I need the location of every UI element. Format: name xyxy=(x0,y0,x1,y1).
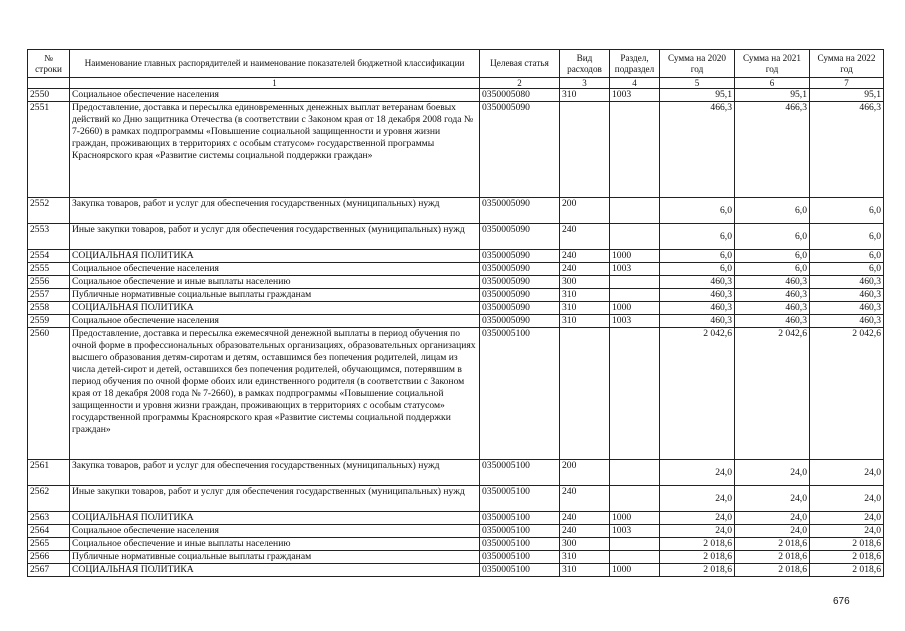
column-index-row xyxy=(28,78,884,89)
row-name: Социальное обеспечение населения xyxy=(70,89,480,102)
row-section xyxy=(610,460,660,486)
row-target-code: 0350005100 xyxy=(480,525,560,538)
row-number: 2564 xyxy=(28,525,70,538)
row-name: Закупка товаров, работ и услуг для обеспечения государственных (муниципальных) нужд xyxy=(70,460,480,486)
row-target-code: 0350005090 xyxy=(480,276,560,289)
row-sum-2022: 6,0 xyxy=(810,250,884,263)
table-row xyxy=(28,315,884,328)
row-target-code: 0350005100 xyxy=(480,328,560,460)
row-number: 2553 xyxy=(28,224,70,250)
table-row xyxy=(28,328,884,460)
row-name: СОЦИАЛЬНАЯ ПОЛИТИКА xyxy=(70,512,480,525)
table-row xyxy=(28,263,884,276)
row-sum-2020: 2 018,6 xyxy=(660,538,735,551)
row-sum-2022: 24,0 xyxy=(810,525,884,538)
row-sum-2021: 466,3 xyxy=(735,102,810,198)
row-target-code: 0350005080 xyxy=(480,89,560,102)
row-kind: 240 xyxy=(560,224,610,250)
row-sum-2021: 24,0 xyxy=(735,460,810,486)
row-sum-2020: 6,0 xyxy=(660,250,735,263)
table-row xyxy=(28,302,884,315)
row-kind: 200 xyxy=(560,460,610,486)
row-kind: 240 xyxy=(560,525,610,538)
index-cell: 4 xyxy=(610,78,660,89)
row-section: 1000 xyxy=(610,250,660,263)
table-row xyxy=(28,564,884,577)
row-sum-2021: 6,0 xyxy=(735,250,810,263)
row-target-code: 0350005100 xyxy=(480,538,560,551)
row-target-code: 0350005090 xyxy=(480,315,560,328)
row-section xyxy=(610,486,660,512)
row-sum-2021: 95,1 xyxy=(735,89,810,102)
row-sum-2021: 6,0 xyxy=(735,198,810,224)
header-row-no: № строки xyxy=(28,50,70,78)
row-sum-2020: 460,3 xyxy=(660,289,735,302)
header-section: Раздел, подраздел xyxy=(610,50,660,78)
row-sum-2022: 2 018,6 xyxy=(810,564,884,577)
row-sum-2022: 6,0 xyxy=(810,198,884,224)
row-target-code: 0350005100 xyxy=(480,512,560,525)
row-target-code: 0350005090 xyxy=(480,102,560,198)
row-name: Социальное обеспечение и иные выплаты населению xyxy=(70,276,480,289)
row-target-code: 0350005090 xyxy=(480,302,560,315)
row-section: 1003 xyxy=(610,525,660,538)
row-section: 1003 xyxy=(610,263,660,276)
row-target-code: 0350005090 xyxy=(480,250,560,263)
row-kind: 240 xyxy=(560,263,610,276)
row-number: 2565 xyxy=(28,538,70,551)
page-number: 676 xyxy=(833,596,850,607)
row-target-code: 0350005090 xyxy=(480,263,560,276)
row-sum-2022: 460,3 xyxy=(810,289,884,302)
row-sum-2022: 24,0 xyxy=(810,486,884,512)
row-sum-2020: 6,0 xyxy=(660,224,735,250)
row-section xyxy=(610,198,660,224)
row-name: СОЦИАЛЬНАЯ ПОЛИТИКА xyxy=(70,564,480,577)
row-name: Социальное обеспечение населения xyxy=(70,525,480,538)
row-target-code: 0350005100 xyxy=(480,460,560,486)
row-kind: 310 xyxy=(560,551,610,564)
row-sum-2021: 2 042,6 xyxy=(735,328,810,460)
row-sum-2021: 24,0 xyxy=(735,525,810,538)
row-sum-2022: 460,3 xyxy=(810,302,884,315)
table-row xyxy=(28,250,884,263)
row-kind: 300 xyxy=(560,538,610,551)
table-row xyxy=(28,102,884,198)
row-target-code: 0350005090 xyxy=(480,289,560,302)
table-row xyxy=(28,486,884,512)
row-sum-2020: 24,0 xyxy=(660,486,735,512)
table-row xyxy=(28,551,884,564)
header-name: Наименование главных распорядителей и наименование показателей бюджетной классификации xyxy=(70,50,480,78)
row-target-code: 0350005090 xyxy=(480,198,560,224)
row-kind: 240 xyxy=(560,250,610,263)
row-sum-2022: 460,3 xyxy=(810,276,884,289)
row-kind: 240 xyxy=(560,512,610,525)
row-section: 1000 xyxy=(610,564,660,577)
row-number: 2551 xyxy=(28,102,70,198)
row-number: 2561 xyxy=(28,460,70,486)
row-sum-2020: 460,3 xyxy=(660,276,735,289)
row-section xyxy=(610,289,660,302)
row-sum-2022: 24,0 xyxy=(810,512,884,525)
row-sum-2020: 6,0 xyxy=(660,263,735,276)
row-section: 1000 xyxy=(610,512,660,525)
row-section: 1003 xyxy=(610,315,660,328)
row-section xyxy=(610,551,660,564)
row-sum-2020: 6,0 xyxy=(660,198,735,224)
budget-table xyxy=(27,49,884,577)
row-sum-2020: 460,3 xyxy=(660,302,735,315)
index-cell: 6 xyxy=(735,78,810,89)
header-sum-2020: Сумма на 2020 год xyxy=(660,50,735,78)
row-kind xyxy=(560,328,610,460)
row-section xyxy=(610,328,660,460)
row-sum-2020: 460,3 xyxy=(660,315,735,328)
table-header-row xyxy=(28,50,884,78)
row-name: Социальное обеспечение населения xyxy=(70,263,480,276)
row-number: 2563 xyxy=(28,512,70,525)
row-number: 2566 xyxy=(28,551,70,564)
index-cell: 1 xyxy=(70,78,480,89)
header-sum-2021: Сумма на 2021 год xyxy=(735,50,810,78)
row-target-code: 0350005100 xyxy=(480,564,560,577)
row-section: 1003 xyxy=(610,89,660,102)
row-sum-2022: 95,1 xyxy=(810,89,884,102)
row-number: 2557 xyxy=(28,289,70,302)
row-sum-2020: 24,0 xyxy=(660,460,735,486)
row-sum-2020: 24,0 xyxy=(660,512,735,525)
row-sum-2021: 24,0 xyxy=(735,512,810,525)
row-sum-2021: 460,3 xyxy=(735,276,810,289)
row-sum-2021: 2 018,6 xyxy=(735,538,810,551)
row-sum-2022: 6,0 xyxy=(810,224,884,250)
row-sum-2021: 460,3 xyxy=(735,302,810,315)
index-cell: 3 xyxy=(560,78,610,89)
row-sum-2021: 24,0 xyxy=(735,486,810,512)
table-row xyxy=(28,538,884,551)
row-sum-2022: 466,3 xyxy=(810,102,884,198)
index-cell: 7 xyxy=(810,78,884,89)
row-kind xyxy=(560,102,610,198)
row-sum-2021: 2 018,6 xyxy=(735,564,810,577)
index-cell: 2 xyxy=(480,78,560,89)
row-sum-2020: 466,3 xyxy=(660,102,735,198)
row-name: СОЦИАЛЬНАЯ ПОЛИТИКА xyxy=(70,250,480,263)
row-section xyxy=(610,224,660,250)
index-cell: 5 xyxy=(660,78,735,89)
row-kind: 310 xyxy=(560,89,610,102)
row-sum-2020: 2 042,6 xyxy=(660,328,735,460)
row-sum-2022: 460,3 xyxy=(810,315,884,328)
row-name: Закупка товаров, работ и услуг для обеспечения государственных (муниципальных) нужд xyxy=(70,198,480,224)
row-sum-2021: 460,3 xyxy=(735,315,810,328)
header-sum-2022: Сумма на 2022 год xyxy=(810,50,884,78)
row-name: Публичные нормативные социальные выплаты гражданам xyxy=(70,289,480,302)
table-row xyxy=(28,224,884,250)
row-sum-2021: 2 018,6 xyxy=(735,551,810,564)
row-number: 2554 xyxy=(28,250,70,263)
table-row xyxy=(28,276,884,289)
row-sum-2022: 6,0 xyxy=(810,263,884,276)
index-cell xyxy=(28,78,70,89)
row-name: Публичные нормативные социальные выплаты гражданам xyxy=(70,551,480,564)
table-row xyxy=(28,525,884,538)
row-kind: 310 xyxy=(560,302,610,315)
row-target-code: 0350005090 xyxy=(480,224,560,250)
row-section: 1000 xyxy=(610,302,660,315)
row-number: 2556 xyxy=(28,276,70,289)
row-sum-2021: 6,0 xyxy=(735,224,810,250)
row-number: 2550 xyxy=(28,89,70,102)
row-section xyxy=(610,102,660,198)
row-section xyxy=(610,538,660,551)
row-sum-2020: 95,1 xyxy=(660,89,735,102)
row-target-code: 0350005100 xyxy=(480,486,560,512)
header-target: Целевая статья xyxy=(480,50,560,78)
table-row xyxy=(28,460,884,486)
row-sum-2021: 6,0 xyxy=(735,263,810,276)
row-number: 2552 xyxy=(28,198,70,224)
row-name: Иные закупки товаров, работ и услуг для обеспечения государственных (муниципальных) нужд xyxy=(70,224,480,250)
row-name: Социальное обеспечение населения xyxy=(70,315,480,328)
row-number: 2558 xyxy=(28,302,70,315)
row-number: 2567 xyxy=(28,564,70,577)
row-kind: 240 xyxy=(560,486,610,512)
table-row xyxy=(28,512,884,525)
table-row xyxy=(28,198,884,224)
row-name: Иные закупки товаров, работ и услуг для обеспечения государственных (муниципальных) нужд xyxy=(70,486,480,512)
row-number: 2562 xyxy=(28,486,70,512)
row-number: 2560 xyxy=(28,328,70,460)
row-kind: 310 xyxy=(560,564,610,577)
row-kind: 200 xyxy=(560,198,610,224)
row-number: 2555 xyxy=(28,263,70,276)
row-kind: 310 xyxy=(560,289,610,302)
row-sum-2022: 2 018,6 xyxy=(810,538,884,551)
row-sum-2022: 24,0 xyxy=(810,460,884,486)
table-row xyxy=(28,89,884,102)
row-number: 2559 xyxy=(28,315,70,328)
row-name: Предоставление, доставка и пересылка единовременных денежных выплат ветеранам боевых действий ко Дню защитника Отечества (в соответствии с Законом края от 18 декабря 2008 года № 7-2660) в рамках подпрограммы «Повышение социальной защищенности и уровня жизни граждан, проживающих в территориях с особым статусом» государственной программы Красноярского края «Развитие системы социальной поддержки граждан» xyxy=(70,102,480,198)
table-row xyxy=(28,289,884,302)
row-name: СОЦИАЛЬНАЯ ПОЛИТИКА xyxy=(70,302,480,315)
header-kind: Вид расходов xyxy=(560,50,610,78)
row-kind: 300 xyxy=(560,276,610,289)
row-kind: 310 xyxy=(560,315,610,328)
row-name: Предоставление, доставка и пересылка ежемесячной денежной выплаты в период обучения по очной форме в профессиональных образовательных организациях, образовательных организациях высшего образования детям-сиротам и детям, оставшимся без попечения родителей, лицам из числа детей-сирот и детей, оставшихся без попечения родителей, обучающимся, потерявшим в период обучения по очной форме обоих или единственного родителя (в соответствии с Законом края от 18 декабря 2008 года № 7-2660), в рамках подпрограммы «Повышение социальной защищенности и уровня жизни граждан, проживающих в территориях с особым статусом» государственной программы Красноярского края «Развитие системы социальной поддержки граждан» xyxy=(70,328,480,460)
row-sum-2022: 2 018,6 xyxy=(810,551,884,564)
row-target-code: 0350005100 xyxy=(480,551,560,564)
row-section xyxy=(610,276,660,289)
row-sum-2020: 2 018,6 xyxy=(660,551,735,564)
row-sum-2020: 2 018,6 xyxy=(660,564,735,577)
row-sum-2021: 460,3 xyxy=(735,289,810,302)
row-sum-2020: 24,0 xyxy=(660,525,735,538)
row-name: Социальное обеспечение и иные выплаты населению xyxy=(70,538,480,551)
row-sum-2022: 2 042,6 xyxy=(810,328,884,460)
